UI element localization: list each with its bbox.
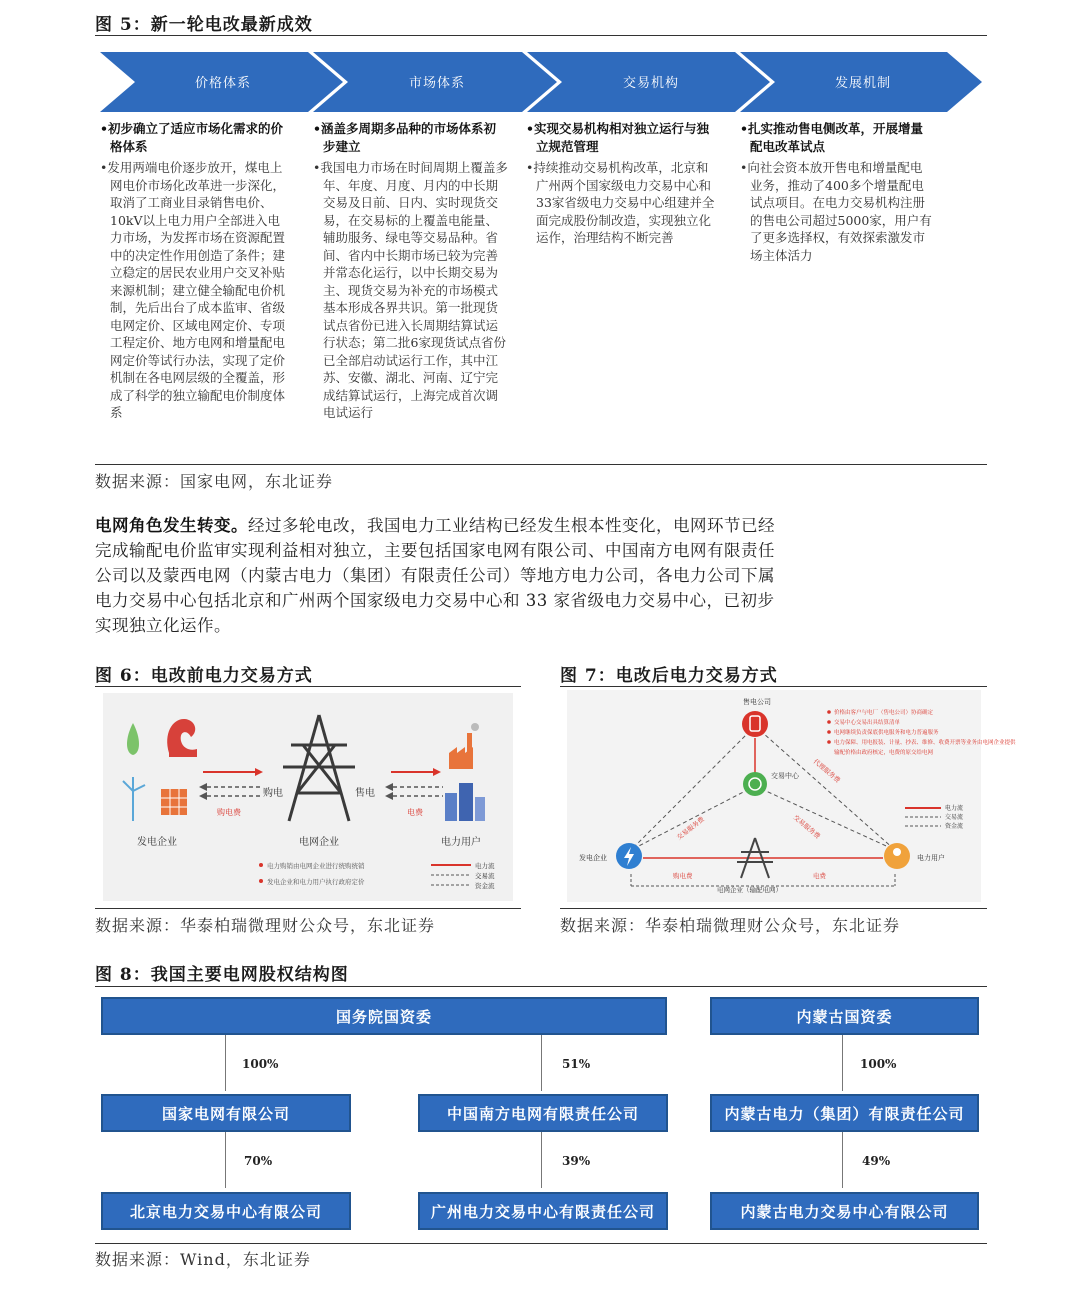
fig7-diagram-svg — [567, 690, 1016, 902]
fig6-source: 数据来源：华泰柏瑞微理财公众号，东北证券 — [95, 916, 436, 935]
legend-money: 资金流 — [945, 823, 964, 830]
user-label: 电力用户 — [441, 837, 481, 848]
note-bullet — [259, 879, 263, 883]
arrow-head — [199, 783, 207, 791]
retail-label: 售电公司 — [743, 698, 771, 706]
connector-line — [225, 1035, 226, 1091]
share-pct: 70% — [244, 1154, 273, 1168]
center-label: 交易中心 — [771, 772, 799, 780]
fig6-diagram — [103, 693, 513, 901]
fig7-source: 数据来源：华泰柏瑞微理财公众号，东北证券 — [560, 916, 901, 935]
solar-panel-icon — [161, 789, 187, 815]
paragraph-lead: 电网角色发生转变。 — [95, 516, 248, 535]
inner-mongolia-exchange-box: 内蒙古电力交易中心有限公司 — [710, 1192, 979, 1230]
sell-label: 售电 — [355, 788, 375, 799]
chevron-label-mechanism: 发展机制 — [834, 76, 892, 91]
inner-mongolia-sasac-box: 内蒙古国资委 — [710, 997, 979, 1035]
column-text: •我国电力市场在时间周期上覆盖多年、年度、月度、月内的中长期交易及日前、日内、实时现货交易，在交易标的上覆盖电能量、辅助服务、绿电等交易品种。省间、省内中长期市场已较为完善并常态化运行，以中长期交易为主、现货交易为补充的市场模式基本形成各界共识。第一批现货试点省份已进入长周期结算试运行状态；第二批6家现货试点省份已全部启动试运行工作，其中江苏、安徽、湖北、河南、辽宁完成结算试运行，上海完成首次调电试运行 — [313, 160, 508, 420]
fig5-chevron-bar — [95, 52, 990, 114]
beijing-exchange-box: 北京电力交易中心有限公司 — [101, 1192, 351, 1230]
note: 电网继续负责保底供电服务和电力普遍服务 — [834, 730, 939, 736]
exchange-center-icon — [743, 772, 767, 796]
person-icon — [893, 848, 901, 856]
wave-icon — [167, 719, 197, 757]
connector-line — [541, 1132, 542, 1188]
body-paragraph — [95, 513, 785, 638]
gen-label: 发电企业 — [579, 854, 607, 862]
fig8-title: 图 8：我国主要电网股权结构图 — [95, 965, 349, 985]
share-pct: 51% — [562, 1057, 591, 1071]
user-label: 电力用户 — [917, 854, 945, 862]
column-text: •向社会资本放开售电和增量配电业务，推动了400多个增量配电试点项目。在电力交易机构注册的售电公司超过5000家，用户有了更多选择权，有效探索激发市场主体活力 — [740, 160, 932, 263]
legend-trade: 交易流 — [945, 814, 964, 821]
note: 交易中心交易出具结算清单 — [834, 720, 901, 726]
fig5-column-market — [313, 120, 508, 422]
paragraph-body: 经过多轮电改，我国电力工业结构已经发生根本性变化，电网环节已经完成输配电价监审实现利益相对独立，主要包括国家电网有限公司、中国南方电网有限责任公司以及蒙西电网（内蒙古电力（集团）有限责任公司）等地方电力公司，各电力公司下属电力交易中心包括北京和广州两个国家级电力交易中心和 33 家省级电力交易中心，已初步实现独立化运作。 — [95, 516, 775, 635]
sasac-box: 国务院国资委 — [101, 997, 667, 1035]
buy-label: 购电 — [263, 788, 283, 799]
share-pct: 49% — [862, 1154, 891, 1168]
arrow-head — [385, 792, 393, 800]
grid-label: 电网企业 — [299, 837, 339, 848]
fig8-top-rule — [95, 986, 987, 987]
arrow-head — [385, 783, 393, 791]
power-tower-icon — [283, 715, 355, 821]
connector-line — [842, 1035, 843, 1091]
svc-label-1: 交易服务费 — [675, 815, 706, 842]
fig6-title: 图 6：电改前电力交易方式 — [95, 666, 313, 686]
retail-company-icon — [742, 711, 768, 737]
arrow-head — [433, 768, 441, 776]
fig8-source: 数据来源：Wind，东北证券 — [95, 1250, 311, 1269]
fee-label: 电费 — [813, 872, 826, 880]
fig7-top-rule — [560, 686, 987, 687]
share-pct: 39% — [562, 1154, 591, 1168]
chevron-label-price: 价格体系 — [194, 76, 252, 91]
chevron-label-market: 市场体系 — [408, 76, 466, 91]
fig7-notes — [827, 708, 1016, 756]
fig8-bottom-rule — [95, 1243, 987, 1244]
note-bullet — [259, 863, 263, 867]
column-text: •发用两端电价逐步放开，煤电上网电价市场化改革进一步深化，取消了工商业目录销售电价、10kV以上电力用户全部进入电力市场，为发挥市场在资源配置中的决定性作用创造了条件；建立稳定的居民农业用户交叉补贴来源机制；建立健全输配电价机制，先后出台了成本监审、省级电网定价、区域电网定价、专项工程定价、地方电网和增量配电网定价等试行办法，实现了定价机制在各电网层级的全覆盖，形成了科学的独立输配电价制度体系 — [100, 160, 286, 420]
arrow-head — [255, 768, 263, 776]
legend-power: 电力流 — [945, 805, 964, 812]
wind-turbine-icon — [123, 777, 145, 821]
fig5-column-mechanism — [740, 120, 932, 264]
share-pct: 100% — [860, 1057, 897, 1071]
connector-line — [541, 1035, 542, 1091]
legend-power: 电力流 — [475, 862, 495, 870]
svc-label-3: 代理服务费 — [811, 757, 842, 785]
building-icon — [445, 783, 485, 821]
trade-line-center-left — [631, 786, 755, 850]
factory-icon — [449, 723, 479, 769]
column-heading: •扎实推动售电侧改革，开展增量配电改革试点 — [740, 121, 923, 154]
fig5-title: 图 5：新一轮电改最新成效 — [95, 15, 313, 35]
fig5-column-exchange — [526, 120, 716, 247]
trade-line-center-right — [755, 786, 895, 850]
fig7-diagram — [567, 690, 1016, 902]
note1: 电力购销由电网企业进行统购统销 — [267, 862, 365, 870]
share-pct: 100% — [242, 1057, 279, 1071]
guangzhou-exchange-box: 广州电力交易中心有限责任公司 — [418, 1192, 668, 1230]
state-grid-box: 国家电网有限公司 — [101, 1094, 351, 1132]
buy-fee-label: 购电费 — [673, 872, 693, 880]
connector-line — [842, 1132, 843, 1188]
water-drop-icon — [127, 723, 139, 755]
fig6-top-rule — [95, 686, 521, 687]
inner-mongolia-power-box: 内蒙古电力（集团）有限责任公司 — [710, 1094, 979, 1132]
fig5-top-rule — [95, 35, 987, 36]
note: 价格由客户与电厂（售电公司）协商确定 — [834, 710, 934, 716]
fee-label: 电费 — [407, 808, 423, 817]
svc-label-2: 交易服务费 — [791, 813, 822, 841]
gen-label: 发电企业 — [137, 837, 177, 848]
fig5-bottom-rule — [95, 464, 987, 465]
grid-label: 电网企业（输配电网） — [717, 886, 782, 894]
fig7-title: 图 7：电改后电力交易方式 — [560, 666, 778, 686]
fig5-column-price — [100, 120, 288, 422]
legend-trade: 交易流 — [475, 872, 495, 880]
column-heading: •涵盖多周期多品种的市场体系初步建立 — [313, 121, 496, 154]
note2: 发电企业和电力用户执行政府定价 — [267, 878, 365, 886]
column-heading: •实现交易机构相对独立运行与独立规范管理 — [526, 121, 709, 154]
fig6-bottom-rule — [95, 908, 521, 909]
fig7-bottom-rule — [560, 908, 987, 909]
fig6-diagram-svg — [103, 693, 513, 901]
connector-line — [225, 1132, 226, 1188]
column-heading: •初步确立了适应市场化需求的价格体系 — [100, 121, 283, 154]
legend-money: 资金流 — [475, 882, 495, 890]
buy-fee-label: 购电费 — [217, 808, 241, 817]
fig5-source: 数据来源：国家电网，东北证券 — [95, 472, 334, 491]
chevron-label-exchange: 交易机构 — [622, 76, 680, 91]
southern-grid-box: 中国南方电网有限责任公司 — [418, 1094, 668, 1132]
column-text: •持续推动交易机构改革，北京和广州两个国家级电力交易中心和33家省级电力交易中心组建并全面完成股份制改造，实现独立化运作，治理结构不断完善 — [526, 160, 715, 245]
note: 输配价格由政府核定，电费的原交给电网 — [834, 750, 934, 756]
note: 电力保障、用电报装、计量、抄表、维修、收费开票等业务由电网企业提供 — [834, 740, 1016, 746]
arrow-head — [199, 792, 207, 800]
